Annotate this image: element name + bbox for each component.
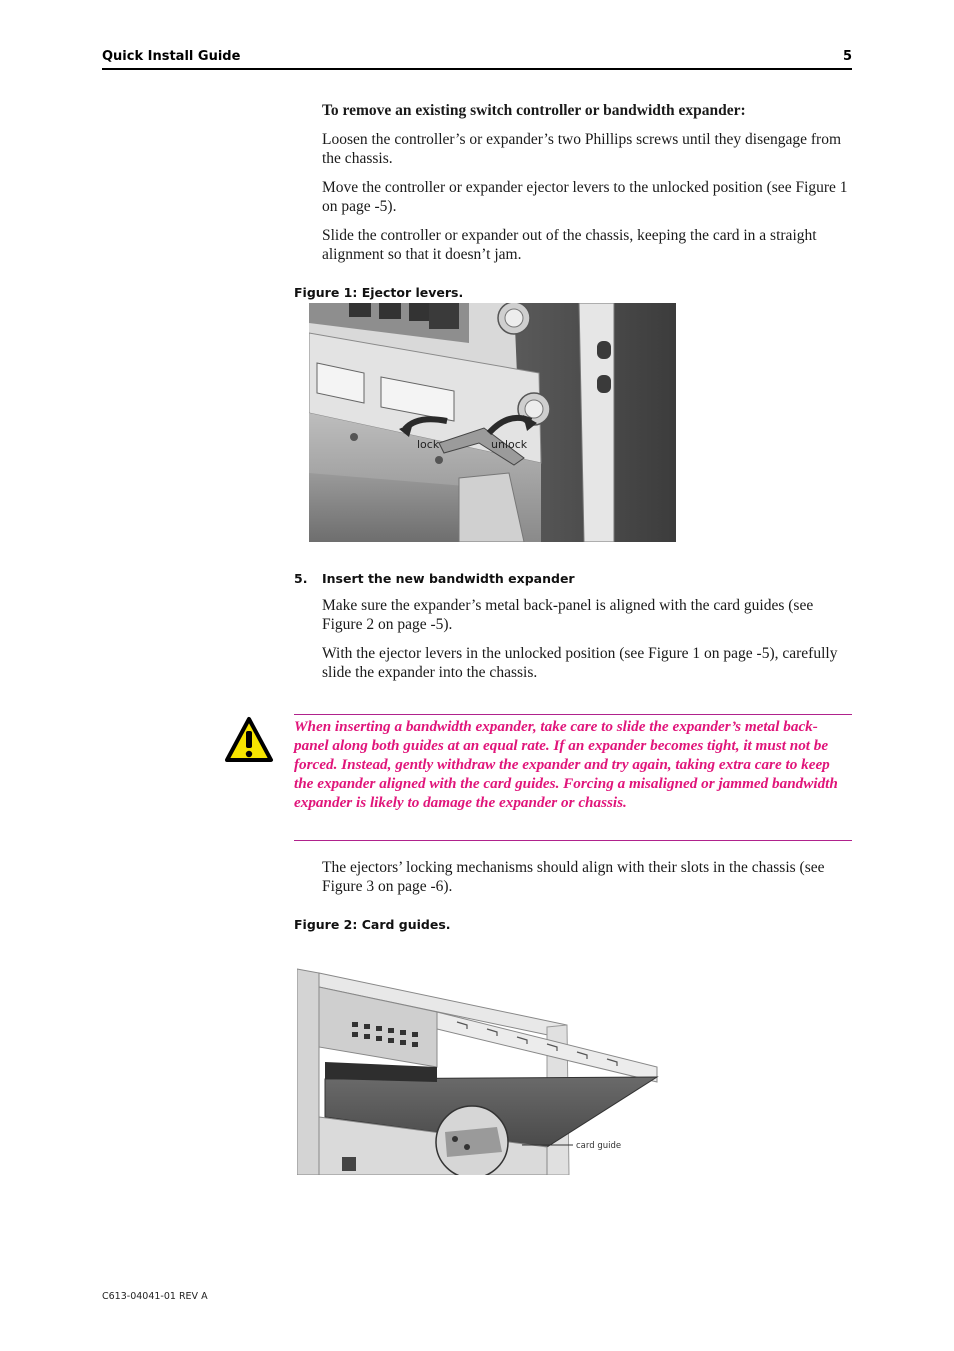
figure1-ejector-levers-image xyxy=(309,303,676,542)
step5-paragraph-1: Make sure the expander’s metal back-panel is aligned with the card guides (see Figure 2 on page -5). xyxy=(322,597,814,633)
running-header-title: Quick Install Guide xyxy=(102,49,241,64)
document-id-footer: C613-04041-01 REV A xyxy=(102,1291,208,1302)
figure1-label-lock: lock xyxy=(417,438,440,451)
ejector-alignment-paragraph: The ejectors’ locking mechanisms should align with their slots in the chassis (see Figure 3 on page -6). xyxy=(322,859,825,895)
figure1-label-unlock: unlock xyxy=(491,438,528,451)
figure2-label-card-guide: card guide xyxy=(576,1141,622,1151)
step5-paragraph-2: With the ejector levers in the unlocked position (see Figure 1 on page -5), carefully slide the expander into the chassis. xyxy=(322,645,838,681)
figure2-caption: Figure 2: Card guides. xyxy=(294,917,451,932)
step5-title: Insert the new bandwidth expander xyxy=(322,571,575,586)
removal-heading: To remove an existing switch controller or bandwidth expander: xyxy=(322,102,746,119)
warning-bottom-rule xyxy=(294,840,852,841)
warning-text: When inserting a bandwidth expander, take care to slide the expander’s metal back-panel along both guides at an equal rate. If an expander becomes tight, it must not be forced. Instead, gently withdraw the expander and try again, taking extra care to keep the expander aligned with the card guides. Forcing a misaligned or jammed bandwidth expander is likely to damage the expander or chassis. xyxy=(294,718,838,811)
removal-step-2: Move the controller or expander ejector levers to the unlocked position (see Figure 1 on page -5). xyxy=(322,179,848,215)
warning-top-rule xyxy=(294,714,852,715)
removal-step-1: Loosen the controller’s or expander’s two Phillips screws until they disengage from the chassis. xyxy=(322,131,842,167)
figure1-caption: Figure 1: Ejector levers. xyxy=(294,285,464,300)
removal-step-3: Slide the controller or expander out of the chassis, keeping the card in a straight alignment so that it doesn’t jam. xyxy=(322,227,817,263)
page-number: 5 xyxy=(842,49,852,64)
header-rule xyxy=(102,68,852,70)
figure2-card-guides-image xyxy=(297,967,663,1175)
warning-triangle-icon xyxy=(224,716,274,764)
step5-number: 5. xyxy=(294,571,308,586)
